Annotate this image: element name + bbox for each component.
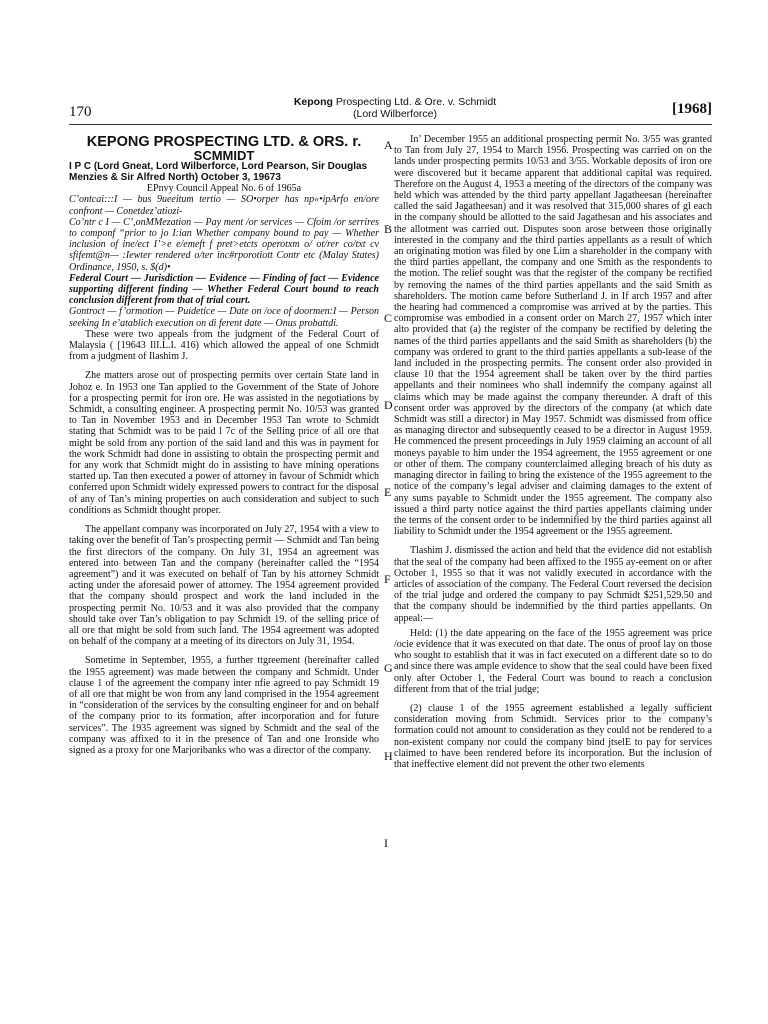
margin-letter-g: G [384, 661, 393, 675]
held-paragraph-2: (2) clause 1 of the 1955 agreement established a legally sufficient consideration moving from Schmidt. Services prior to the company’s formation could not amount to consideration as they could not be rendered to a non-existent company nor could the company bind jtselE to pay for services claimed to have been rendered before its incorporation. But the inclusion of that ineffective element did not prevent the other two elements [394, 702, 712, 770]
catchwords-2: Co’ntr c I — C’,onMMezation — Pay ment /or services — Cfoim /or serrires to componf “prior to jo I:ian Whether company bound to pay — Whether inclusion of ine/ect I’>e e/emeft f pret>etcts operotxm o/ ot/rer co/txt cv sfifemt@n— :Iewter rendered o/ter inc#rporotiott Contr etc (Malay States) Ordinance, 1950, s. $(d)• [69, 216, 379, 273]
margin-letter-h: H [384, 749, 393, 763]
running-subtitle: (Lord Wilberforce) [352, 108, 438, 120]
margin-letter-c: C [384, 311, 393, 325]
left-paragraph-3: The appellant company was incorporated on July 27, 1954 with a view to taking over the benefit of Tan’s prospecting permit — Schmidt and Tan being the first directors of the company. On July 31, 1954 an agreement was entered into between Tan and the company (hereinafter called the “1954 agreement”) and it was executed on behalf of Tan by his attorney Schmidt acting under the aforesaid power of attorney. The 1954 agreement provided that the company should prospect and work the land included in the prospecting permit No. 10/53 and it was also provided that the company should take over Tan’s obligation to pay Schmidt 19. of the selling price of all ore that might be sold from such land. The 1954 agreement was adopted on behalf of the company at a meeting of its directors on July 31, 1954. [69, 524, 379, 648]
header-rule [69, 124, 712, 125]
case-title: KEPONG PROSPECTING LTD. & ORS. r. [86, 134, 362, 150]
coram: I P C (Lord Gneat, Lord Wilberforce, Lord Pearson, Sir Douglas Menzies & Sir Alfred North) October 3, 19673 [69, 161, 368, 184]
page-number: 170 [69, 104, 92, 120]
margin-letter-a: A [384, 138, 393, 152]
appeal-number: EPnvy Council Appeal No. 6 of 1965a [146, 183, 302, 195]
left-paragraph-2: Zhe matters arose out of prospecting permits over certain State land in Johoz e. In 1953 one Tan applied to the Government of the State of Johore for a prospecting permit for iron ore. He was assisted in the negotiations by Schmidt, a consulting engineer. A prospecting permit No. 10/53 was granted to Tan in November 1953 and in December 1953 Tan wrote to Schmidt stating that Schmidt was to be paid l 7c of the Selling price of all ore that might be sold from any portion of the said land and this was in payment for the work Schmidt had done in assisting to obtain the prospecting permit and for any work that Schmidt might do in assisting to have mining operations started up. Tan then executed a power of attorney in favour of Schmidt which conferred upon Schmidt widely expressed powers to contract for the disposal of any of Tan’s mining properties on auch consideration and subject to such conditions as Schmidt thought proper. [69, 370, 379, 516]
running-head [230, 96, 560, 120]
catchwords-4: Gontroct — f’ormotion — Puidetice — Date on /oce of doormen:I — Person seeking In e’atablich execution on di ferent date — Onus probattdi. [69, 306, 379, 329]
catchwords-3: Federal Court — Jurisdiction — Evidence — Finding of fact — Evidence supporting different finding — Whether Federal Court bound to reach conclusion different from that of trial court. [69, 272, 379, 307]
running-title-bold: Kepong [293, 96, 333, 108]
catchwords-1: C’ontcai:::I — bus 9ueeitum tertio — SO•orper has np«•ipArfo en/ore confront — Conetdez’atiozi- [69, 194, 379, 217]
left-column [69, 134, 379, 756]
margin-letter-d: D [384, 398, 393, 412]
left-paragraph-1: These were two appeals from the judgment of the Federal Court of Malaysia ( [19643 IlI.L.I. 416) which allowed the appeal of one Schmidt from a judgment of Ilashim J. [69, 328, 379, 363]
margin-letter-f: F [384, 572, 391, 586]
case-title-respondent: SCMMIDT [193, 148, 255, 163]
right-column [394, 134, 712, 770]
right-paragraph-1: In’ December 1955 an additional prospecting permit No. 3/55 was granted to Tan from July 27, 1954 to March 1956. Prospecting was carried on on the lands under prospecting permits 10/53 and 3/55. Workable deposits of iron ore were discovered but it became apparent that additional capital was required. Therefore on the August 4, 1953 a meeting of the directors of the company was held which was attended by the third party appellant Jagatheesan (hereinafter called the said Jagatheesan) and it was resolved that 315,000 shares of gl each in the company should be allotted to the said Jagathesan and his associates and the allotment was carried out. Disputes soon arose between those originally interested in the company and the third parties appellants as a result of which an originating motion was filed by one Lim a shareholder in the company with the third parties appellant, the company and one Smith as the respondents to the motion. The relief sought was that the register of the company be rectified by removing the names of the third parties appellants and the said Smith as shareholders. The motion came before Sutherland J. in If arch 1957 and after the hearing had commenced a compromise was arrived at by the parties. This compromise was embodied in a consent order on March 27, 1957 which inter alto provided that (a) the register of the company be rectified by deleting the names of the third parties appellants and the said Smith as shareholders (b) the company was ordered to grant to the third parties appellants a sub-lease of the land included in the prospecting permits. The consent order also provided in clause 10 that the 1954 agreement shall be taken over by the third parties appellants and their nominees who shall indemnify the company against all claims which may be made against the company thereunder. A draft of this consent order was approved by the directors of the company (at which date Schmidt was still a director) in May 1957. Schmidt was dismissed from office as managing director and subsequently ceased to be a director in August 1959. He commenced the present proceedings in July 1959 claiming an account of all moneys payable to him under the 1954 agreement, the 1955 agreement or one or other of them. The company counterclaimed alleging breach of his duty as managing director in failing to bring the existence of the 1955 agreement to the notice of the company’s legal adviser and claiming damages to the extent of any sums payable to Schmidt under the 1955 agreement. The company also issued a third party notice against the third parties appellants claiming under the terms of the consent order to be indemnified by the third parties against all liability to Schmidt under the 1954 agreement or the 1955 agreement. [394, 134, 712, 538]
margin-letter-e: E [384, 485, 392, 499]
report-year: [1968] [672, 101, 712, 117]
held-paragraph-1: Held: (1) the date appearing on the face of the 1955 agreement was price /ocie evidence that it was executed on that date. The onus of proof lay on those who sought to establish that it was in fact executed on a different date so to do and since there was ample evidence to show that the seal could have been fixed only after October 1, the Federal Court was bound to reach a conclusion different from that of the trial judge; [394, 627, 712, 695]
running-title-rest: Prospecting Ltd. & Ore. v. Schmidt [332, 96, 497, 108]
margin-letter-b: B [384, 222, 393, 236]
left-paragraph-4: Sometime in September, 1955, a further ttgreement (hereinafter called the 1955 agreement) was made between the company and Schmidt. Under clause 1 of the agreement the company inter nfie agreed to pay Schmidt 19 of all ore that might be won from any land comprised in the 1954 agreement in “consideration of the services by the consulting engineer for and on behalf of the company prior to its formation, after incorporation and for future services”. The 1935 agreement was signed by Schmidt and the seal of the company was affixed to it in the presence of Tan and one Ironside who signed as a proxy for one Marjoribanks who was a director of the company. [69, 655, 379, 756]
right-paragraph-2: Tlashim J. dismissed the action and held that the evidence did not establish that the seal of the company had been affixed to the 1955 ay-eement on or after October 1, 1955 so that it was not validly executed in accordance with the articles of association of the company. The Federal Court reversed the decision of the trial judge and ordered the company to pay Schmidt $251,529.50 and that the company should be indemnified by the third parties appellants. On appeal:— [394, 545, 712, 624]
margin-letter-i: I [384, 836, 388, 850]
